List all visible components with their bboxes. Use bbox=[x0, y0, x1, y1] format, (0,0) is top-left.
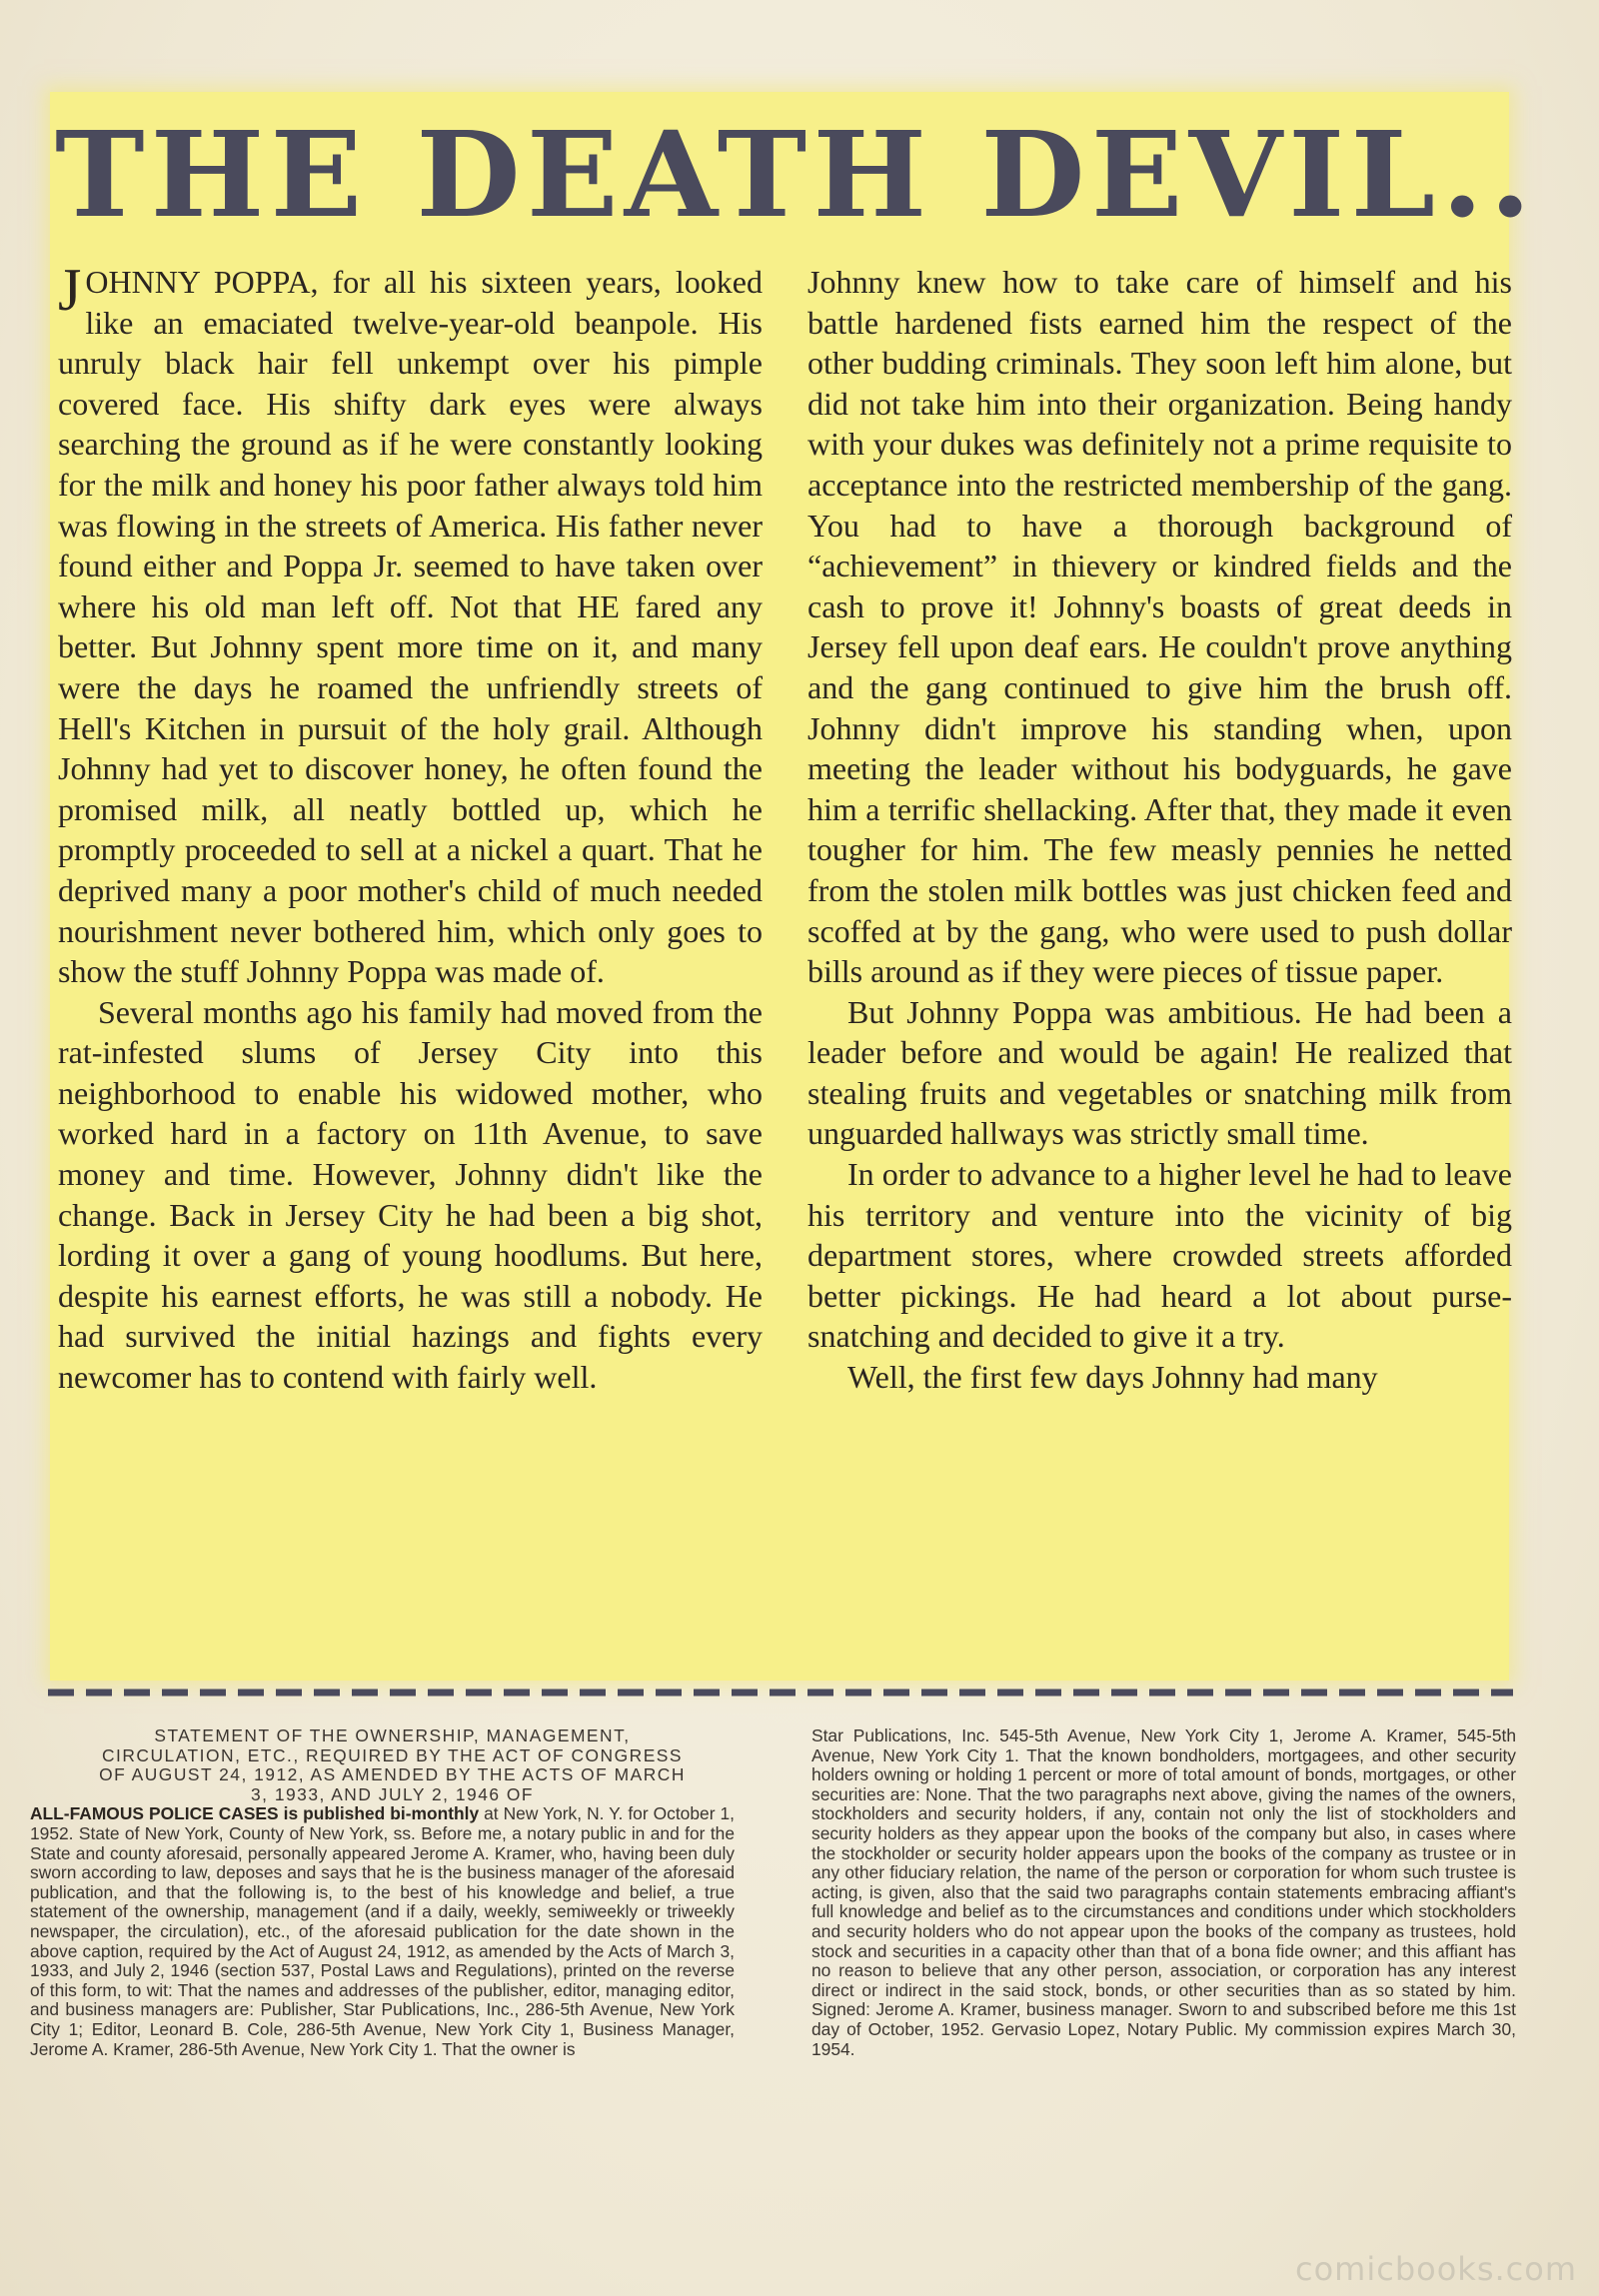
story-paragraph: But Johnny Poppa was ambitious. He had been a leader before and would be again! He realized that stealing fruits and vegetables or snatching milk from unguarded hallways was strictly small time. bbox=[807, 993, 1512, 1152]
ownership-statement-right bbox=[811, 1726, 1516, 2059]
story-paragraph-text: OHNNY POPPA, for all his sixteen years, looked like an emaciated twelve-year-old beanpole. His unruly black hair fell unkempt over his pimple covered face. His shifty dark eyes were always searching the ground as if he were constantly looking for the milk and honey his poor father always told him was flowing in the streets of America. His father never found either and Poppa Jr. seemed to have taken over where his old man left off. Not that HE fared any better. But Johnny spent more time on it, and many were the days he roamed the unfriendly streets of Hell's Kitchen in pursuit of the holy grail. Although Johnny had yet to discover honey, he often found the promised milk, all neatly bottled up, which he promptly proceeded to sell at a nickel a quart. That he deprived many a poor mother's child of much needed nourishment never bothered him, which only goes to show the stuff Johnny Poppa was made of. bbox=[58, 264, 763, 990]
statement-body-text: at New York, N. Y. for October 1, 1952. State of New York, County of New York, ss. Before me, a notary public in and for the State and county aforesaid, personally appeared Jerome A. Kramer, who, having been duly sworn according to law, deposes and says that he is the business manager of the aforesaid publication, and that the following is, to the best of his knowledge and belief, a true statement of the ownership, management (and if a daily, weekly, semiweekly or triweekly newspaper, the circulation), etc., of the aforesaid publication for the date shown in the above caption, required by the Act of August 24, 1912, as amended by the Acts of March 3, 1933, and July 2, 1946 (section 537, Postal Laws and Regulations), printed on the reverse of this form, to wit: That the names and addresses of the publisher, editor, managing editor, and business managers are: Publisher, Star Publications, Inc., 286-5th Avenue, New York City 1; Editor, Leonard B. Cole, 286-5th Avenue, New York City 1, Business Manager, Jerome A. Kramer, 286-5th Avenue, New York City 1. That the owner is bbox=[30, 1803, 735, 2059]
watermark: comicbooks.com bbox=[1294, 2250, 1577, 2288]
statement-body-text: Star Publications, Inc. 545-5th Avenue, New York City 1, Jerome A. Kramer, 545-5th Avenue, New York City 1. That the known bondholders, mortgagees, and other security holders owning or holding 1 percent or more of total amount of bonds, mortgages, or other securities are: None. That the two paragraphs next above, giving the names of the owners, stockholders and security holders, if any, contain not only the list of stockholders and security holders as they appear upon the books of the company but also, in cases where the stockholder or security holder appears upon the books of the company as trustee or in any other fiduciary relation, the name of the person or corporation for whom such trustee is acting, is given, also that the said two paragraphs contain statements embracing affiant's full knowledge and belief as to the circumstances and conditions under which stockholders and security holders who do not appear upon the books of the company as trustees, hold stock and securities in a capacity other than that of a bona fide owner; and this affiant has no reason to believe that any other person, association, or corporation has any interest direct or indirect in the said stock, bonds, or other securities than as so stated by him. Signed: Jerome A. Kramer, business manager. Sworn to and subscribed before me this 1st day of October, 1952. Gervasio Lopez, Notary Public. My commission expires March 30, 1954. bbox=[811, 1725, 1516, 2059]
story-column-right bbox=[807, 262, 1512, 1398]
story-paragraph: In order to advance to a higher level he had to leave his territory and venture into the vicinity of big department stores, where crowded streets afforded better pickings. He had heard a lot about purse-snatching and decided to give it a try. bbox=[807, 1156, 1512, 1355]
ownership-statement-left bbox=[30, 1726, 735, 2059]
story-paragraph: Several months ago his family had moved from the rat-infested slums of Jersey City into this neighborhood to enable his widowed mother, who worked hard in a factory on 11th Avenue, to save money and time. However, Johnny didn't like the change. Back in Jersey City he had been a big shot, lording it over a gang of young hoodlums. But here, despite his earnest efforts, he was still a nobody. He had survived the initial hazings and fights every newcomer has to contend with fairly well. bbox=[58, 993, 763, 1396]
publication-name: ALL-FAMOUS POLICE CASES is published bi-monthly bbox=[30, 1803, 480, 1824]
statement-heading: STATEMENT OF THE OWNERSHIP, MANAGEMENT, CIRCULATION, ETC., REQUIRED BY THE ACT OF CONGRESS OF AUGUST 24, 1912, AS AMENDED BY THE ACTS OF MARCH 3, 1933, AND JULY 2, 1946 OF bbox=[99, 1725, 686, 1804]
statement-publication-line bbox=[30, 1804, 735, 2059]
story-paragraph: Johnny knew how to take care of himself and his battle hardened fists earned him the respect of the other budding criminals. They soon left him alone, but did not take him into their organization. Being handy with your dukes was definitely not a prime requisite to acceptance into the restricted membership of the gang. You had to have a thorough background of “achievement” in thievery or kindred fields and the cash to prove it! Johnny's boasts of great deeds in Jersey fell upon deaf ears. He couldn't prove anything and the gang continued to give him the brush off. Johnny didn't improve his standing when, upon meeting the leader without his bodyguards, he gave him a terrific shellacking. After that, they made it even tougher for him. The few measly pennies he netted from the stolen milk bottles was just chicken feed and scoffed at by the gang, who were used to push dollar bills around as if they were pieces of tissue paper. bbox=[807, 264, 1512, 990]
drop-cap: J bbox=[58, 257, 82, 323]
story-title: THE DEATH DEVIL.. bbox=[55, 105, 1538, 244]
story-column-left bbox=[58, 257, 763, 1398]
story-paragraph bbox=[58, 257, 763, 992]
dashed-divider bbox=[48, 1687, 1513, 1699]
story-paragraph: Well, the first few days Johnny had many bbox=[847, 1359, 1378, 1396]
